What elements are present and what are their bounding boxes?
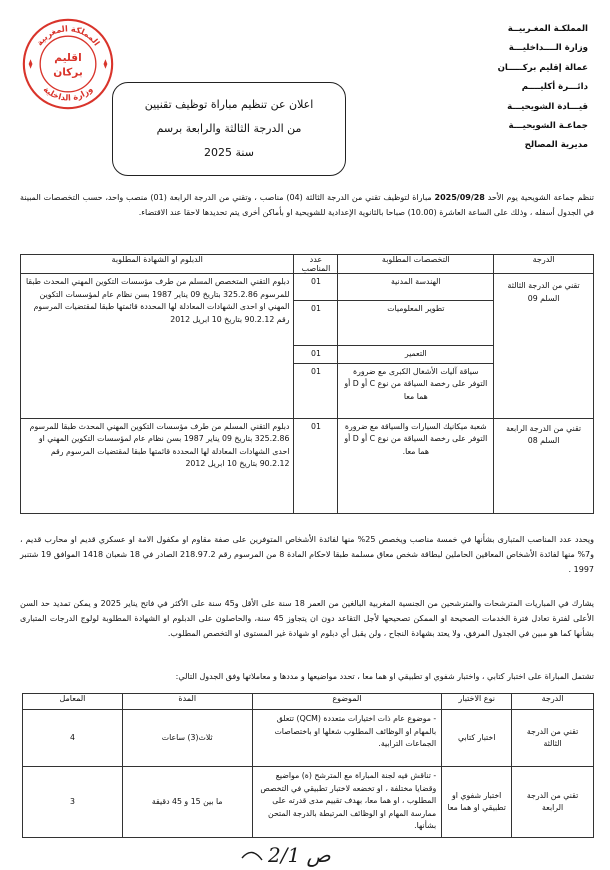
eligibility-paragraph: يشارك في المباريات المترشحات والمترشحين من الجنسية المغربية البالغين من العمر 18 سنة على الأقل و45 سنة على الأكثر في فاتح يناير 2025 و يمكن تمديد حد السن الأعلى لفترة تعادل فترة الخدمات الصحيحة او الممكن تصحيحها لأجل التقاعد دون ان يتجاوز 45 سنة، والحاصلون على الدبلوم او الشهادة المطلوبة لولوج الدرجات المتبارى بشأنها كما هو مبين في الجدول المرفق، ولا يعتد بشهادة النجاح ، ولن يقبل أي دبلوم او شهادة غير المستوى او التخصص المطلوب.	[20, 599, 594, 638]
col-header-count: عدد المناصب	[294, 255, 338, 274]
stamp-center-line2: بركان	[53, 66, 83, 79]
header-line: وزارة الــــداخليـــة	[508, 43, 588, 54]
count-cell: 01	[294, 346, 338, 364]
title-line-3: سنة 2025	[204, 146, 254, 159]
grade-cell: تقني من الدرجة الرابعة	[512, 767, 594, 838]
header-line: مديرية المصالح	[524, 140, 588, 151]
official-stamp-icon	[20, 16, 116, 112]
subject-cell: - تناقش فيه لجنة المباراة مع المترشح (ة) مواضيع وقضايا مختلفة ، او تخضعه لاختبار تطبيقي في التخصص المطلوب ، او هما معا، بهدف تقييم مدى قدرته على ممارسة المهام او الوظائف المرتبطة بالدرجة المتحن بشأنها.	[252, 767, 442, 838]
quota-paragraph: ويحدد عدد المناصب المتبارى بشأنها في خمسة مناصب ويخصص 25% منها لفائدة الأشخاص المتوفرين على صفة مقاوم او مكفول الامة او عسكري قديم او محارب قديم ، و7% منها لفائدة الأشخاص المعاقين الحاملين لبطاقة شخص معاق مسلمة طبقا لاحكام المادة 8 من المرسوم رقم 218.97.2 الصادر في 18 شعبان 1418 الموافق 19 شتنبر 1997 .	[20, 535, 595, 574]
stamp-top-text: المملكة المغربية	[34, 23, 103, 48]
title-line-2: من الدرجة الثالثة والرابعة برسم	[156, 122, 302, 135]
table-row	[21, 274, 594, 301]
specialty-cell: شعبة ميكانيك السيارات والسياقة مع ضرورة التوفر على رخصة السياقة من نوع C أو D أو هما معا.	[338, 418, 494, 513]
table-header-row	[21, 255, 594, 274]
stamp-center-line1: اقليم	[54, 52, 82, 65]
specialty-cell: سياقة آليات الأشغال الكبرى مع ضرورة التوفر على رخصة السياقة من نوع C أو D أو هما معا	[338, 363, 494, 418]
header-line: المملكـة المغـربيــة	[507, 24, 588, 34]
count-cell: 01	[294, 274, 338, 301]
col-header-grade: الدرجة	[494, 255, 594, 274]
exam-structure-paragraph: تشتمل المباراة على اختبار كتابي ، واختبار شفوي او تطبيقي او هما معا ، تحدد مواضيعها و مددها و معاملاتها وفق الجدول التالي:	[175, 672, 594, 681]
col-header-diploma: الدبلوم او الشهادة المطلوبة	[21, 255, 294, 274]
header-line: عمالة إقليم بركـــــان	[497, 62, 588, 73]
grade-cell: تقني من الدرجة الرابعة السلم 08	[494, 418, 594, 513]
col-header-grade: الدرجة	[512, 694, 594, 710]
count-cell: 01	[294, 363, 338, 418]
table-row	[23, 710, 594, 767]
specialty-cell: التعمير	[338, 346, 494, 364]
diploma-cell: دبلوم التقني المتخصص المسلم من طرف مؤسسات التكوين المهني المحدث طبقا للمرسوم 325.2.86 بتاريخ 09 يناير 1987 بسن نظام عام لمؤسسات التكوين المهني او احدى الشهادات المعادلة لها المحددة قائمتها طبقا لمقتضيات المرسوم رقم 90.2.12 بتاريخ 10 ابريل 2012	[21, 274, 294, 419]
exam-type-cell: اختبار شفوي او تطبيقي او هما معا	[442, 767, 512, 838]
header-line: دائـــرة أكليــــم	[521, 82, 588, 93]
svg-text:وزارة الداخلية	[42, 84, 95, 103]
page-mark-text: 2/1 ص	[268, 843, 331, 867]
specialty-cell: الهندسة المدنية	[338, 274, 494, 301]
exam-table	[22, 693, 594, 838]
grade-cell: تقني من الدرجة الثالثة السلم 09	[494, 274, 594, 419]
header-line: قيـــادة الشويحيـــة	[507, 101, 588, 112]
grade-cell: تقني من الدرجة الثالثة	[512, 710, 594, 767]
col-header-exam-type: نوع الاختبار	[442, 694, 512, 710]
intro-paragraph: تنظم جماعة الشويحية يوم الأحد 2025/09/28 مباراة لتوظيف تقني من الدرجة الثالثة (04) مناصب ، وتقني من الدرجة الرابعة (01) منصب واحد، حسب التخصصات المبينة في الجدول أسفله ، وذلك على الساعة العاشرة (10.00) صباحا بالثانوية الإعدادية للشويحية او بأماكن أخرى يتم تحديدها لاحقا عند الاقتضاء.	[20, 193, 594, 217]
col-header-specialty: التخصصات المطلوبة	[338, 255, 494, 274]
duration-cell: ما بين 15 و 45 دقيقة	[122, 767, 252, 838]
subject-cell: - موضوع عام ذات اختيارات متعددة (QCM) تتعلق بالمهام او الوظائف المطلوب شغلها او باختصاصات الجماعات الترابية.	[252, 710, 442, 767]
table-row	[21, 418, 594, 513]
administrative-header	[428, 20, 588, 156]
duration-cell: ثلاث(3) ساعات	[122, 710, 252, 767]
table-row	[23, 767, 594, 838]
specialty-cell: تطوير المعلوميات	[338, 301, 494, 346]
coefficient-cell: 3	[23, 767, 123, 838]
col-header-subject: الموضوع	[252, 694, 442, 710]
announcement-title-box	[112, 82, 346, 176]
count-cell: 01	[294, 418, 338, 513]
count-cell: 01	[294, 301, 338, 346]
col-header-duration: المدة	[122, 694, 252, 710]
handwritten-page-mark	[238, 840, 378, 868]
diploma-cell: دبلوم التقني المسلم من طرف مؤسسات التكوين المهني المحدث طبقا للمرسوم 325.2.86 بتاريخ 09 يناير 1987 بسن نظام عام لمؤسسات التكوين المهني او احدى الشهادات المعادلة لها المحددة قائمتها طبقا لمقتضيات المرسوم رقم 90.2.12 بتاريخ 10 ابريل 2012	[21, 418, 294, 513]
stamp-bottom-text: وزارة الداخلية	[41, 83, 95, 103]
exam-date: 2025/09/28	[434, 193, 485, 202]
title-line-1: اعلان عن تنظيم مباراة توظيف تقنيين	[144, 98, 314, 111]
exam-type-cell: اختبار كتابي	[442, 710, 512, 767]
positions-table	[20, 254, 594, 514]
col-header-coefficient: المعامل	[23, 694, 123, 710]
table-header-row	[23, 694, 594, 710]
header-line: جماعـة الشويحيـــة	[508, 121, 588, 132]
coefficient-cell: 4	[23, 710, 123, 767]
